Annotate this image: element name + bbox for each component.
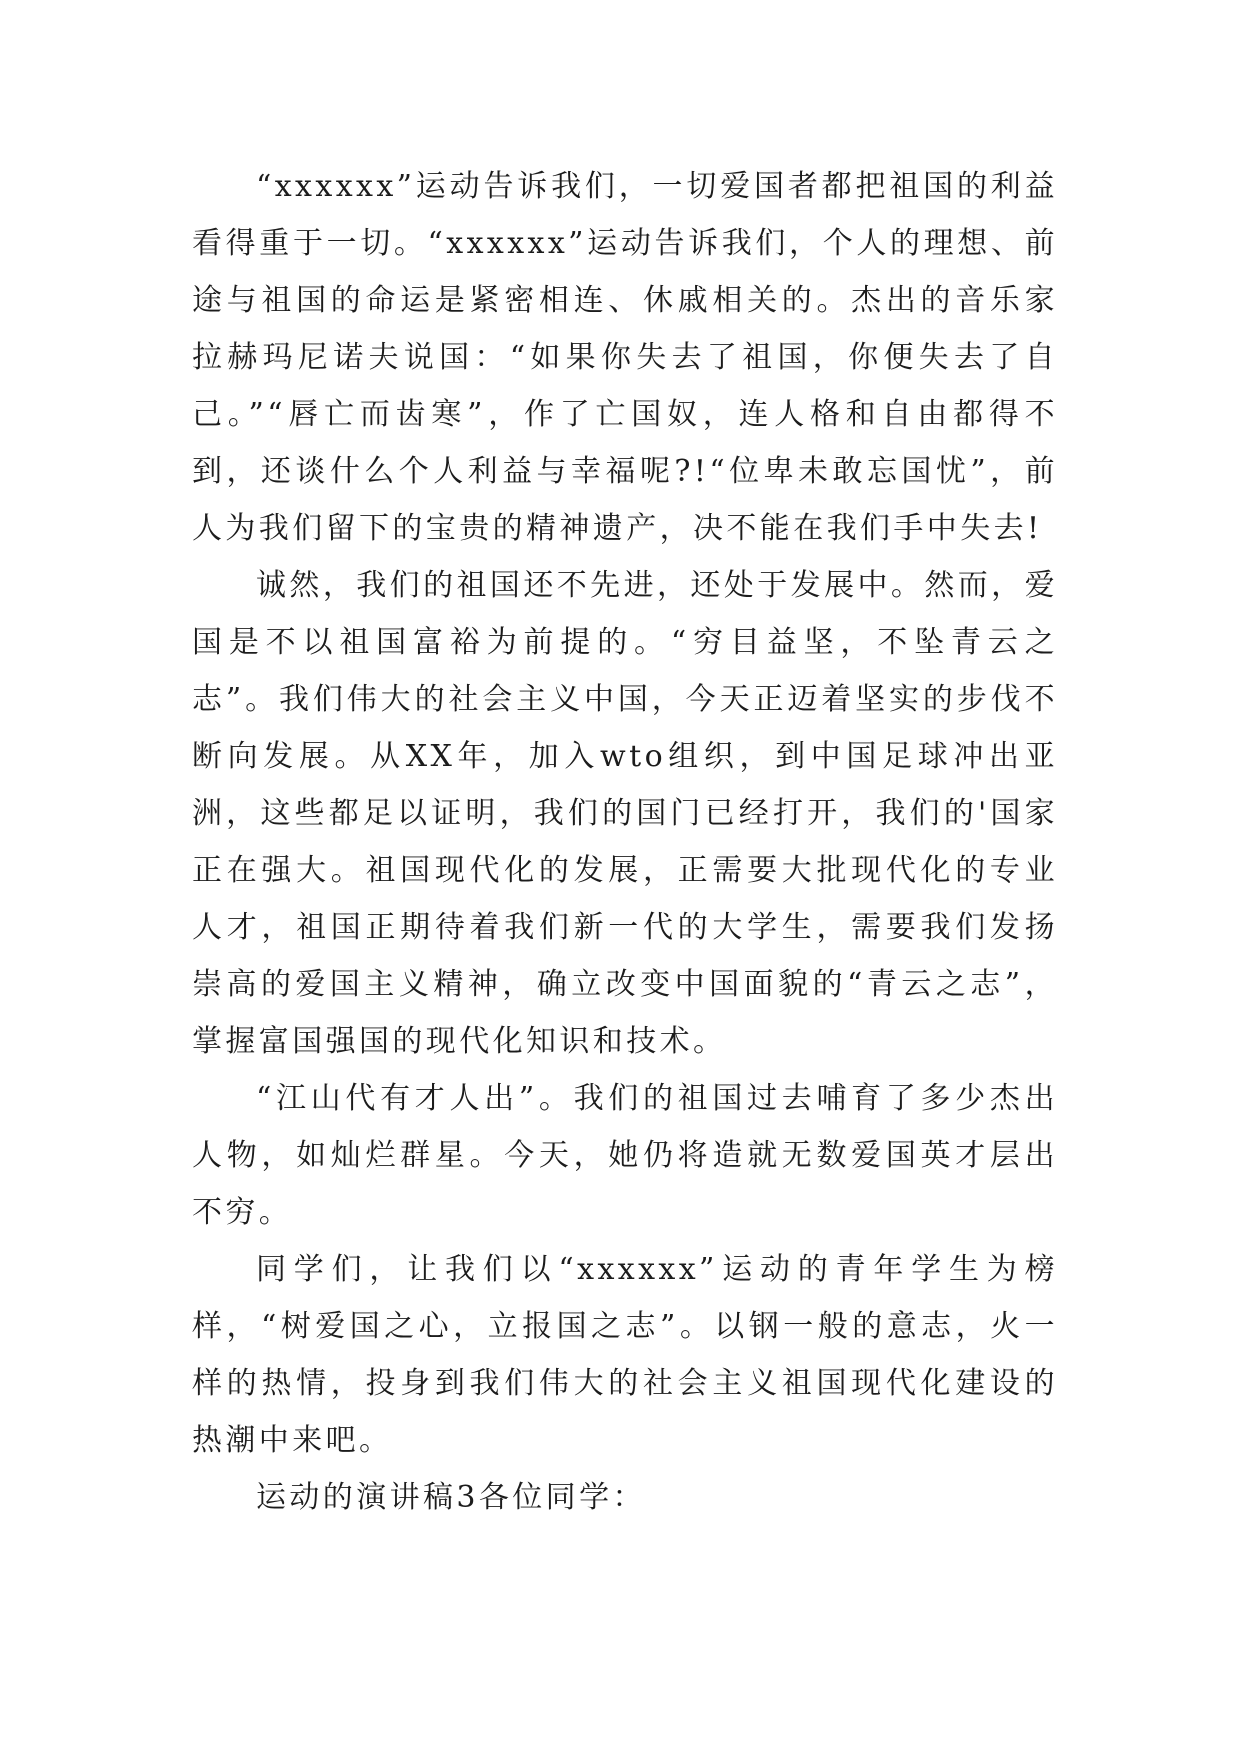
- paragraph-speech-heading: 运动的演讲稿3各位同学：: [256, 1480, 646, 1515]
- paragraph-talent: “江山代有才人出”。我们的祖国过去哺育了多少杰出人物，如灿烂群星。今天，她仍将造就无数爱国英才层出不穷。: [192, 1081, 1058, 1230]
- document-body: [192, 158, 1058, 1526]
- paragraph-patriotism: “xxxxxx”运动告诉我们，一切爱国者都把祖国的利益看得重于一切。“xxxxxx”运动告诉我们，个人的理想、前途与祖国的命运是紧密相连、休戚相关的。杰出的音乐家拉赫玛尼诺夫说国：“如果你失去了祖国，你便失去了自己。”“唇亡而齿寒”，作了亡国奴，连人格和自由都得不到，还谈什么个人利益与幸福呢?!“位卑未敢忘国忧”，前人为我们留下的宝贵的精神遗产，决不能在我们手中失去!: [192, 169, 1058, 546]
- paragraph-development: 诚然，我们的祖国还不先进，还处于发展中。然而，爱国是不以祖国富裕为前提的。“穷目益坚，不坠青云之志”。我们伟大的社会主义中国，今天正迈着坚实的步伐不断向发展。从XX年，加入wto组织，到中国足球冲出亚洲，这些都足以证明，我们的国门已经打开，我们的'国家正在强大。祖国现代化的发展，正需要大批现代化的专业人才，祖国正期待着我们新一代的大学生，需要我们发扬崇高的爱国主义精神，确立改变中国面貌的“青云之志”，掌握富国强国的现代化知识和技术。: [192, 568, 1058, 1059]
- paragraph-call-to-action: 同学们，让我们以“xxxxxx”运动的青年学生为榜样，“树爱国之心，立报国之志”。以钢一般的意志，火一样的热情，投身到我们伟大的社会主义祖国现代化建设的热潮中来吧。: [192, 1252, 1058, 1458]
